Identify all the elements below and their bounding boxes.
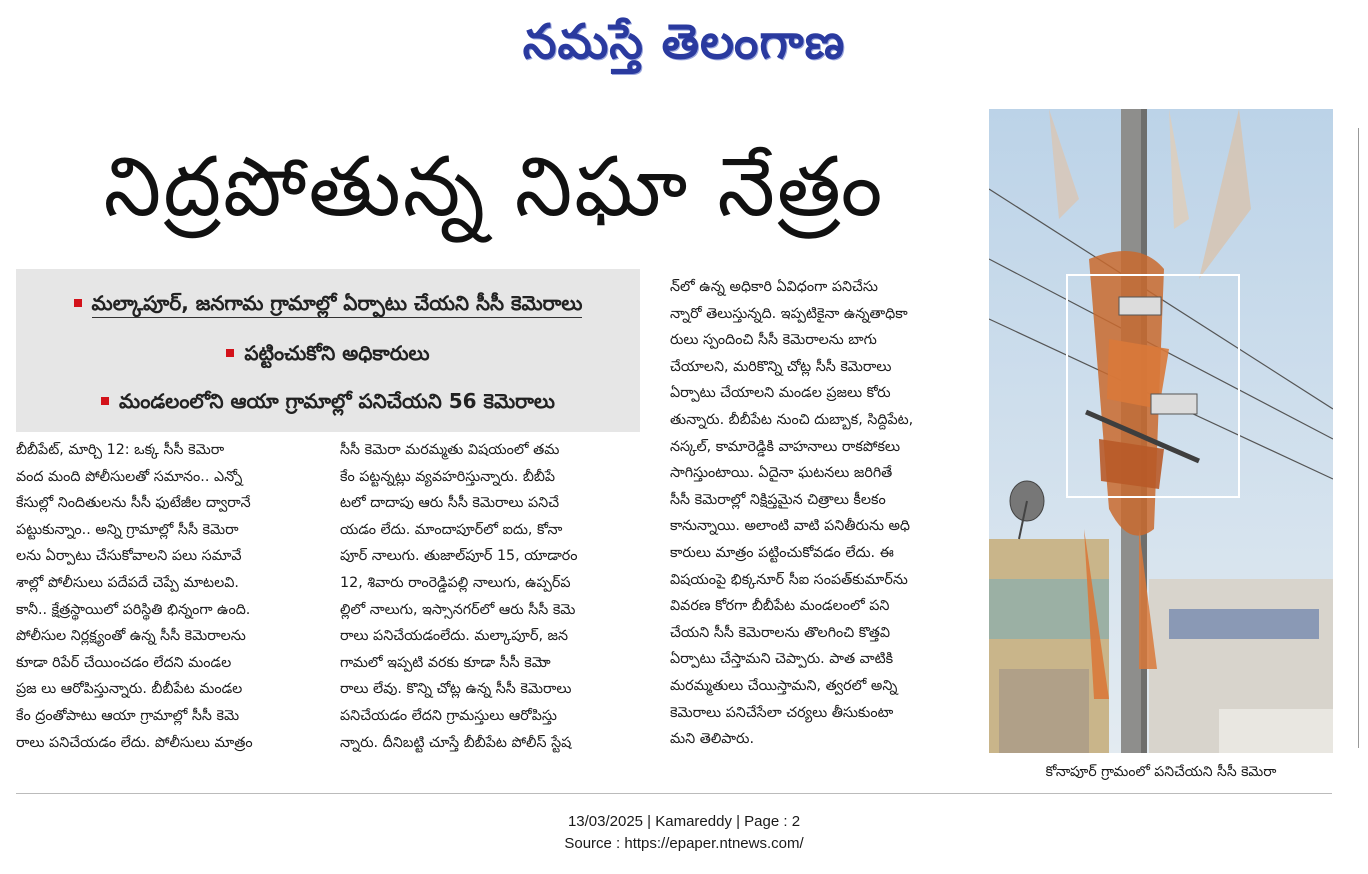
subhead-box: [16, 269, 640, 432]
bullet-icon: [74, 299, 82, 307]
news-photo: [989, 109, 1333, 753]
footer-source-link[interactable]: Source : https://epaper.ntnews.com/: [564, 835, 804, 852]
subhead-1: మల్కాపూర్, జనగామ గ్రామాల్లో ఏర్పాటు చేయని సీసీ కెమెరాలు: [16, 291, 640, 320]
bullet-icon: [101, 397, 109, 405]
subhead-2: పట్టించుకోని అధికారులు: [16, 341, 640, 370]
footer-date-line: 13/03/2025 | Kamareddy | Page : 2: [567, 813, 801, 830]
headline: నిద్రపోతున్న నిఘా నేత్రం: [103, 140, 885, 235]
article-column-1: బీబీపేట్, మార్చి 12: ఒక్క సీసీ కెమెరా వంద మంది పోలీసులతో సమానం.. ఎన్నో కేసుల్లో నిందితులను సీసీ ఫుటేజీల ద్వారానే పట్టుకున్నాం.. అన్ని గ్రామాల్లో సీసీ కెమెరా లను ఏర్పాటు చేసుకోవాలని పలు సమావే శాల్లో పోలీసులు పదేపదే చెప్పే మాటలవి. కానీ.. క్షేత్రస్థాయిలో పరిస్థితి భిన్నంగా ఉంది. పోలీసుల నిర్లక్ష్యంతో ఉన్న సీసీ కెమెరాలను కూడా రిపేర్ చేయించడం లేదని మండల ప్రజ లు ఆరోపిస్తున్నారు. బీబీపేట మండల కేం ద్రంతోపాటు ఆయా గ్రామాల్లో సీసీ కెమె రాలు పనిచేయడం లేదు. పోలీసులు మాత్రం: [16, 442, 253, 751]
divider: [16, 793, 1332, 794]
divider: [1358, 128, 1359, 748]
cctv-pole-photo: [989, 109, 1333, 753]
photo-caption: కోనాపూర్ గ్రామంలో పనిచేయని సీసీ కెమెరా: [1045, 764, 1277, 780]
bullet-icon: [226, 349, 234, 357]
article-column-3: న్‌లో ఉన్న అధికారి ఏవిధంగా పనిచేసు న్నారో తెలుస్తున్నది. ఇప్పటికైనా ఉన్నతాధికా రులు స్పందించి సీసీ కెమెరాలను బాగు చేయాలని, మరికొన్ని చోట్ల సీసీ కెమెరాలు ఏర్పాటు చేయాలని మండల ప్రజలు కోరు తున్నారు. బీబీపేట నుంచి దుబ్బాక, సిద్దిపేట, నస్కల్, కామారెడ్డికి వాహనాలు రాకపోకలు సాగిస్తుంటాయి. ఏదైనా ఘటనలు జరిగితే సీసీ కెమెరాల్లో నిక్షిప్తమైన చిత్రాలు కీలకం కానున్నాయి. అలాంటి వాటి పనితీరును అధి కారులు మాత్రం పట్టించుకోవడం లేదు. ఈ విషయంపై భిక్కనూర్ సీఐ సంపత్‌కుమార్‌ను వివరణ కోరగా బీబీపేట మండలంలో పని చేయని సీసీ కెమెరాలను తొలగించి కొత్తవి ఏర్పాటు చేస్తామని చెప్పారు. పాత వాటికి మరమ్మతులు చేయిస్తామని, త్వరలో అన్ని కెమెరాలు పనిచేసేలా చర్యలు తీసుకుంటా మని తెలిపారు.: [670, 279, 914, 748]
article-column-2: సీసీ కెమెరా మరమ్మతు విషయంలో తమ కేం పట్టన్నట్లు వ్యవహరిస్తున్నారు. బీబీపే టలో దాదాపు ఆరు సీసీ కెమెరాలు పనిచే యడం లేదు. మాందాపూర్‌లో ఐదు, కోనా పూర్ నాలుగు. తుజాల్‌పూర్ 15, యాడారం 12, శివారు రాంరెడ్డిపల్లి నాలుగు, ఉప్పర్‌ప ల్లిలో నాలుగు, ఇస్సానగర్‌లో ఆరు సీసీ కెమె రాలు పనిచేయడంలేదు. మల్కాపూర్, జన గామలో ఇప్పటి వరకు కూడా సీసీ కెమెా రాలు లేవు. కొన్ని చోట్ల ఉన్న సీసీ కెమెరాలు పనిచేయడం లేదని గ్రామస్తులు ఆరోపిస్తు న్నారు. దీనిబట్టి చూస్తే బీబీపేట పోలీస్ స్టేష: [340, 442, 578, 751]
masthead-logo: నమస్తే తెలంగాణ: [522, 14, 846, 70]
subhead-3: మండలంలోని ఆయా గ్రామాల్లో పనిచేయని 56 కెమెరాలు: [16, 389, 640, 418]
